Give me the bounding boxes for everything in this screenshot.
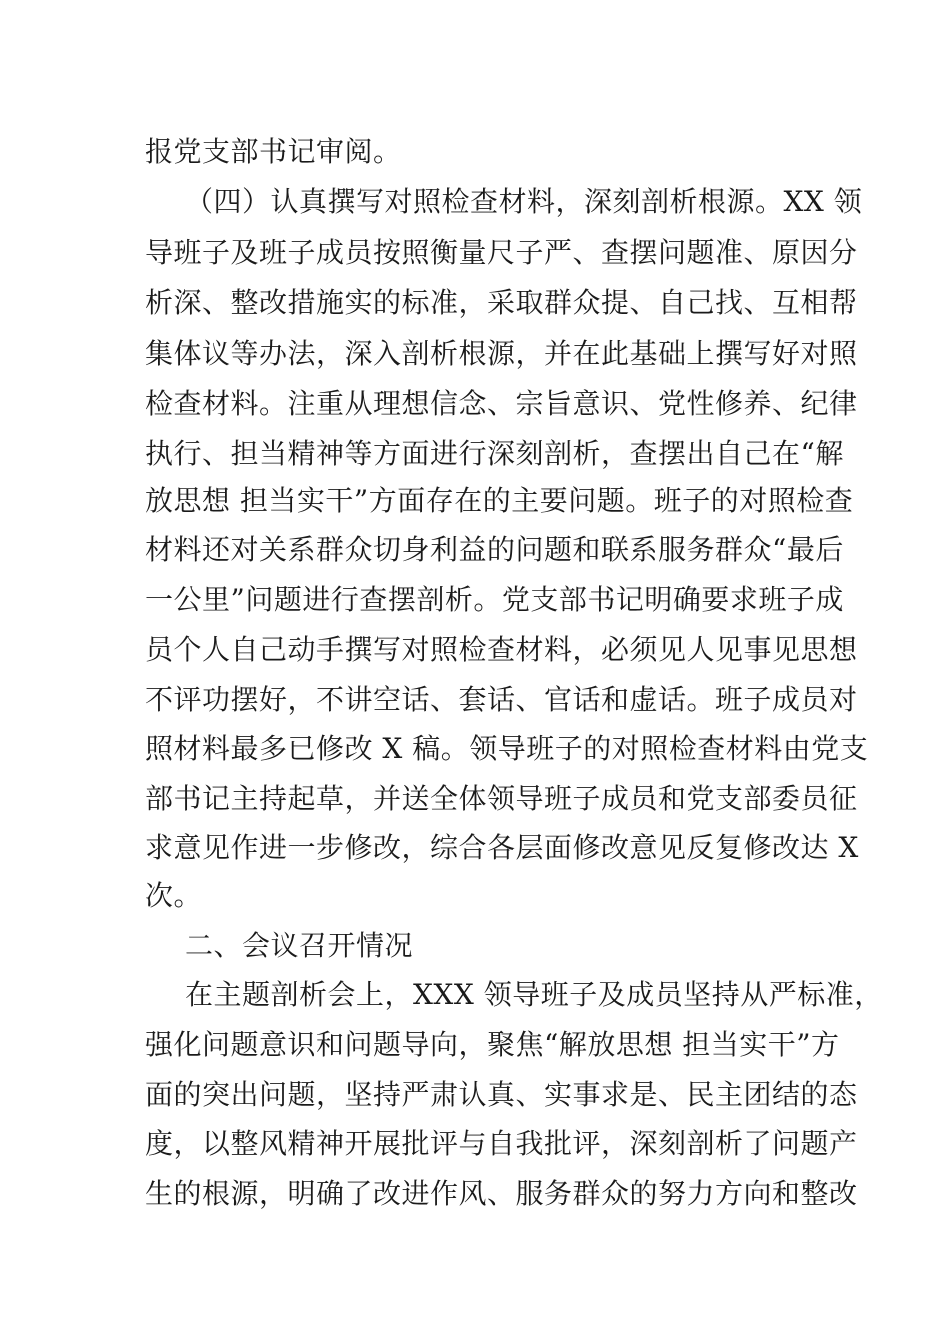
text-line: 员个人自己动手撰写对照检查材料，必须见人见事见思想 [145, 633, 858, 666]
text-line: 放思想 担当实干”方面存在的主要问题。班子的对照检查 [145, 484, 854, 517]
section-heading-two: 二、会议召开情况 [185, 929, 414, 962]
text-line: 检查材料。注重从理想信念、宗旨意识、党性修养、纪律 [145, 387, 858, 420]
text-line: 次。 [145, 879, 203, 912]
section-heading-four: （四）认真撰写对照检查材料，深刻剖析根源。XX 领 [185, 185, 863, 218]
text-line: 在主题剖析会上，XXX 领导班子及成员坚持从严标准， [185, 978, 883, 1011]
text-line: 材料还对关系群众切身利益的问题和联系服务群众“最后 [145, 533, 844, 566]
text-line: 执行、担当精神等方面进行深刻剖析，查摆出自己在“解 [145, 437, 844, 470]
text-line: 不评功摆好，不讲空话、套话、官话和虚话。班子成员对 [145, 683, 858, 716]
text-line: 部书记主持起草，并送全体领导班子成员和党支部委员征 [145, 782, 858, 815]
text-line: 面的突出问题，坚持严肃认真、实事求是、民主团结的态 [145, 1078, 858, 1111]
text-line: 度，以整风精神开展批评与自我批评，深刻剖析了问题产 [145, 1127, 858, 1160]
text-line: 析深、整改措施实的标准，采取群众提、自己找、互相帮 [145, 286, 858, 319]
text-line: 集体议等办法，深入剖析根源，并在此基础上撰写好对照 [145, 337, 858, 370]
text-line: 强化问题意识和问题导向，聚焦“解放思想 担当实干”方 [145, 1028, 840, 1061]
text-line: 导班子及班子成员按照衡量尺子严、查摆问题准、原因分 [145, 236, 858, 269]
text-line: 生的根源，明确了改进作风、服务群众的努力方向和整改 [145, 1177, 858, 1210]
text-line: 求意见作进一步修改，综合各层面修改意见反复修改达 X [145, 831, 859, 864]
text-line: 照材料最多已修改 X 稿。领导班子的对照检查材料由党支 [145, 732, 869, 765]
text-line: 报党支部书记审阅。 [145, 135, 402, 168]
text-line: 一公里”问题进行查摆剖析。党支部书记明确要求班子成 [145, 583, 844, 616]
